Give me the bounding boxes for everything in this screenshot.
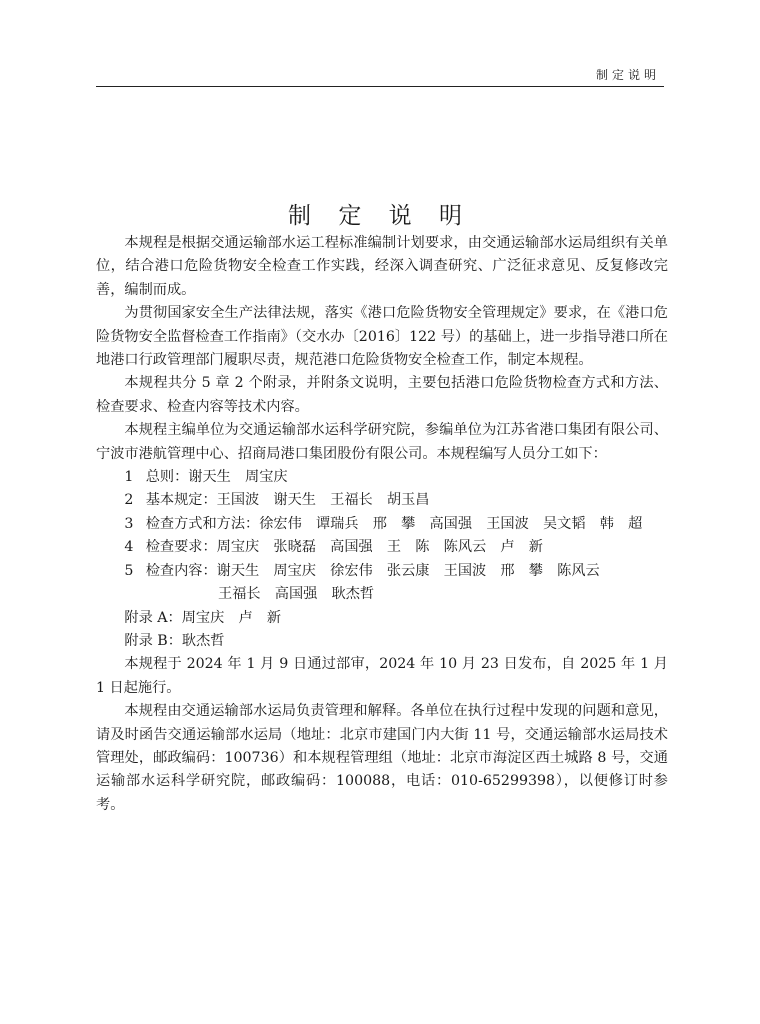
- item-text: 检查要求：周宝庆 张晓磊 高国强 王 陈 陈风云 卢 新: [145, 539, 543, 556]
- appendix-b-authors: 附录 B：耿杰哲: [124, 632, 225, 649]
- item-number: 2: [124, 492, 134, 509]
- item-text: 总则：谢天生 周宝庆: [145, 469, 288, 486]
- item-text: 基本规定：王国波 谢天生 王福长 胡玉昌: [145, 492, 430, 509]
- item-number: 4: [124, 539, 134, 556]
- item-number: 3: [124, 515, 134, 532]
- page-title: 制 定 说 明: [288, 203, 472, 230]
- paragraph-editors: 本规程主编单位为交通运输部水运科学研究院，参编单位为江苏省港口集团有限公司、宁波市港航管理中心、招商局港口集团股份有限公司。本规程编写人员分工如下：: [96, 422, 668, 462]
- document-body: [96, 232, 668, 817]
- header-rule: [96, 86, 664, 87]
- paragraph-approval: 本规程于 2024 年 1 月 9 日通过部审，2024 年 10 月 23 日发布，自 2025 年 1 月 1 日起施行。: [96, 656, 668, 696]
- item-number: 5: [124, 562, 134, 579]
- list-item: [96, 536, 668, 559]
- list-item: [96, 489, 668, 512]
- list-item: [96, 466, 668, 489]
- running-head: 制定说明: [595, 68, 660, 82]
- list-item-continued: 王福长 高国强 耿杰哲: [218, 586, 375, 603]
- item-text: 检查内容：谢天生 周宝庆 徐宏伟 张云康 王国波 邢 攀 陈风云: [145, 562, 600, 579]
- paragraph-structure: 本规程共分 5 章 2 个附录，并附条文说明，主要包括港口危险货物检查方式和方法、检查要求、检查内容等技术内容。: [96, 375, 668, 415]
- list-item: [96, 513, 668, 536]
- paragraph-basis: 本规程是根据交通运输部水运工程标准编制计划要求，由交通运输部水运局组织有关单位，结合港口危险货物安全检查工作实践，经深入调查研究、广泛征求意见、反复修改完善，编制而成。: [96, 235, 668, 298]
- paragraph-contact: 本规程由交通运输部水运局负责管理和解释。各单位在执行过程中发现的问题和意见，请及时函告交通运输部水运局（地址：北京市建国门内大街 11 号，交通运输部水运局技术管理处，邮政编码：100736）和本规程管理组（地址：北京市海淀区西土城路 8 号，交通运输部水运科学研究院，邮政编码：100088，电话：010-65299398），以便修订时参考。: [96, 703, 668, 813]
- item-number: 1: [124, 469, 134, 486]
- item-text: 检查方式和方法：徐宏伟 谭瑞兵 邢 攀 高国强 王国波 吴文韬 韩 超: [145, 515, 643, 532]
- list-item: [96, 560, 668, 583]
- paragraph-purpose: 为贯彻国家安全生产法律法规，落实《港口危险货物安全管理规定》要求，在《港口危险货物安全监督检查工作指南》（交水办〔2016〕122 号）的基础上，进一步指导港口所在地港口行政管理部门履职尽责，规范港口危险货物安全检查工作，制定本规程。: [96, 305, 668, 369]
- appendix-a-authors: 附录 A：周宝庆 卢 新: [124, 609, 282, 626]
- allocation-list: [96, 466, 668, 606]
